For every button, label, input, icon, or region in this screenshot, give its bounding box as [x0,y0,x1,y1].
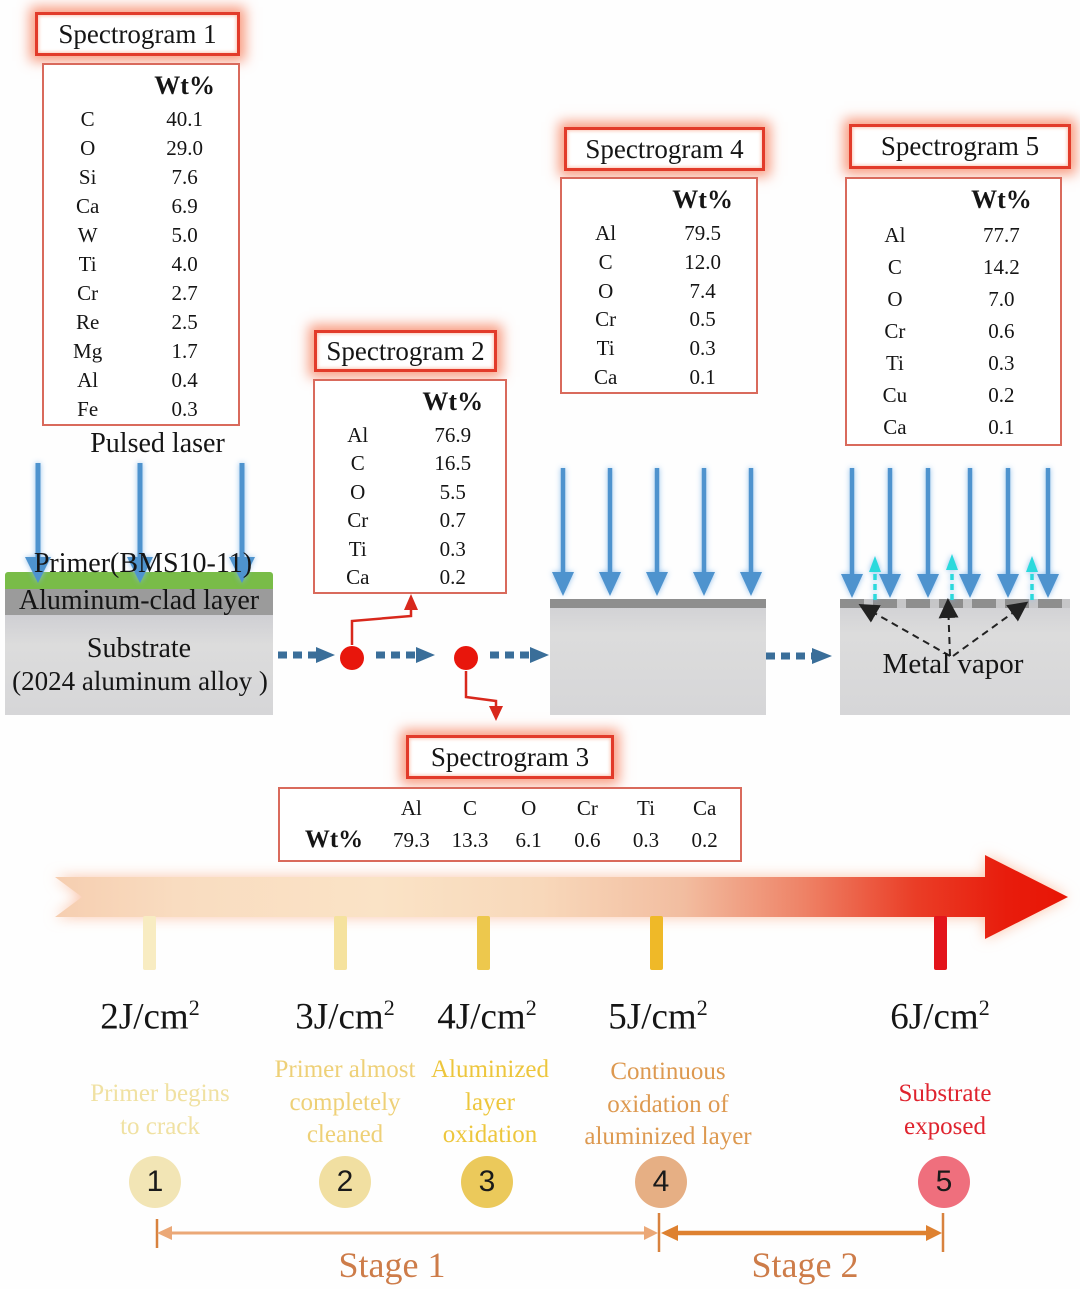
element-symbol: Re [75,310,100,334]
element-symbol: Fe [77,397,99,421]
element-wt: 12.0 [684,249,722,274]
spectrogram2-table [313,379,507,594]
table-row [44,163,238,192]
element-wt: 16.5 [434,451,472,476]
element-symbol: O [350,479,366,504]
element-symbol: Al [400,796,422,821]
wt-column-header: Wt% [154,71,215,100]
element-wt: 14.2 [983,254,1020,279]
element-symbol: Mg [73,339,103,363]
table-row [562,248,756,277]
element-symbol: Si [78,165,97,189]
table-row [562,334,756,363]
element-symbol: Ti [348,536,367,561]
element-wt: 0.2 [439,565,466,590]
metal-vapor-label: Metal vapor [882,648,1024,680]
table-row [315,421,505,450]
table-row [44,308,238,337]
spectrogram3-table [278,787,742,862]
element-wt: 77.7 [983,222,1020,247]
table-row [847,380,1060,412]
table-row [44,279,238,308]
element-wt: 0.3 [988,351,1015,376]
fluence-base: 2J/cm [100,996,189,1038]
table-row [44,337,238,366]
table-row [847,412,1060,444]
point-desc-3: Aluminized layer oxidation [430,1056,550,1148]
stage2-label: Stage 2 [751,1245,859,1285]
element-symbol: C [350,451,365,476]
element-wt: 0.7 [439,508,466,533]
element-wt: 0.3 [171,397,198,421]
element-wt: 79.5 [684,220,722,245]
table-row [44,105,238,134]
table-row [315,507,505,536]
table-row [44,366,238,395]
element-symbol: Cr [576,796,598,821]
table-row [847,348,1060,380]
element-symbol: Al [595,220,617,245]
table-row [847,315,1060,347]
fluence-exp: 2 [978,995,990,1020]
point-desc-5: Substrate exposed [898,1080,992,1140]
element-symbol: Ti [637,796,655,821]
element-symbol: Ti [885,351,904,376]
element-symbol: Ca [75,194,100,218]
fluence-label-4 [608,995,707,1038]
element-symbol: Ca [693,796,717,821]
element-wt: 5.5 [439,479,466,504]
element-wt: 40.1 [166,107,204,131]
laser-beams-right-icon [835,460,1080,608]
table-row [44,134,238,163]
spectrogram1-table [42,63,240,426]
element-wt: 7.0 [988,286,1015,311]
table-row [562,363,756,392]
element-wt: 4.0 [171,252,198,276]
element-wt: 0.6 [988,318,1015,343]
element-symbol: O [80,136,96,160]
element-symbol: C [887,254,902,279]
element-symbol: C [80,107,95,131]
stage-point-4: 4 [635,1156,687,1208]
table-row [847,219,1060,251]
spectrogram2-title: Spectrogram 2 [314,330,497,372]
element-symbol: C [598,249,613,274]
laser-beams-middle-icon [545,460,770,602]
element-symbol: Al [884,222,906,247]
element-wt: 29.0 [166,136,204,160]
primer-label: Primer(BMS10-11) [33,548,253,579]
table-row [44,192,238,221]
element-wt: 0.4 [171,368,198,392]
element-wt: 0.2 [988,383,1015,408]
sample-dot-2 [454,646,478,670]
wt-column-header: Wt% [971,185,1032,214]
fluence-base: 6J/cm [890,996,979,1038]
fluence-base: 5J/cm [608,996,697,1038]
element-wt: 2.5 [171,310,198,334]
element-symbol: C [462,796,477,821]
element-wt: 13.3 [451,827,489,852]
stage-point-2: 2 [319,1156,371,1208]
element-symbol: Cr [77,281,99,305]
element-symbol: Ca [883,415,907,440]
element-wt: 5.0 [171,223,198,247]
spectrogram1-title: Spectrogram 1 [35,12,240,56]
element-wt: 0.1 [988,415,1015,440]
stage-point-3: 3 [461,1156,513,1208]
stage-point-5: 5 [918,1156,970,1208]
element-symbol: Cr [884,318,906,343]
aluminum-clad-label: Aluminum-clad layer [18,585,260,616]
pulsed-laser-label: Pulsed laser [90,428,225,459]
table-row [315,450,505,479]
table-row [562,277,756,306]
spectrogram5-table [845,177,1062,446]
element-symbol: Ca [593,365,618,390]
element-wt: 6.1 [515,827,542,852]
element-symbol: Al [77,368,99,392]
sample-dot-1 [340,646,364,670]
element-symbol: O [887,286,903,311]
spectrogram4-title: Spectrogram 4 [564,127,765,171]
element-wt: 0.5 [689,307,716,332]
element-symbol: Al [347,422,369,447]
fluence-exp: 2 [188,995,200,1020]
spectrogram5-title: Spectrogram 5 [849,124,1071,169]
element-wt: 0.6 [574,827,601,852]
table-row [562,219,756,248]
fluence-tick-4 [650,916,663,970]
fluence-exp: 2 [383,995,395,1020]
element-wt: 2.7 [171,281,198,305]
element-symbol: Ti [596,336,615,361]
table-row [847,283,1060,315]
element-wt: 6.9 [171,194,198,218]
table-row [562,305,756,334]
fluence-exp: 2 [525,995,537,1020]
element-wt: 0.3 [439,536,466,561]
fluence-tick-5 [934,916,947,970]
element-wt: 7.6 [171,165,198,189]
table-row [315,535,505,564]
point-desc-4: Continuous oxidation of aluminized layer [584,1058,752,1150]
fluence-exp: 2 [696,995,708,1020]
wt-column-header: Wt% [422,387,484,416]
fluence-label-1 [100,995,199,1038]
substrate-label: Substrate [86,633,192,664]
table-row [44,250,238,279]
fluence-label-3 [437,995,536,1038]
table-row [44,395,238,424]
substrate-block-middle [550,599,766,715]
element-wt: 0.1 [689,365,716,390]
point-desc-2: Primer almost completely cleaned [274,1056,416,1148]
stage-span-arrows-icon [0,1206,1080,1258]
process-flow-arrows-icon [272,588,564,723]
fluence-base: 4J/cm [437,996,526,1038]
element-wt: 7.4 [689,278,716,303]
wt-row-label: Wt% [304,826,364,854]
fluence-tick-1 [143,916,156,970]
stage1-label: Stage 1 [338,1245,446,1285]
stage-point-1: 1 [129,1156,181,1208]
substrate-block [5,615,273,715]
fluence-tick-2 [334,916,347,970]
spectrogram3-title: Spectrogram 3 [406,735,614,779]
fluence-label-5 [890,995,989,1038]
element-symbol: Ca [346,565,370,590]
fluence-label-2 [295,995,394,1038]
spectrogram4-table [560,177,758,394]
element-wt: 76.9 [434,422,472,447]
element-wt: 79.3 [392,827,430,852]
element-symbol: Ti [78,252,97,276]
wt-column-header: Wt% [672,185,733,214]
element-symbol: Cr [595,307,617,332]
element-wt: 0.3 [632,827,660,852]
element-wt: 0.2 [691,827,718,852]
table-row [315,478,505,507]
table-row [847,251,1060,283]
substrate-alloy-label: (2024 aluminum alloy ) [12,666,268,696]
element-wt: 1.7 [171,339,198,363]
fluence-gradient-arrow [0,852,1080,962]
element-symbol: Cr [347,508,369,533]
table-row [44,221,238,250]
fluence-base: 3J/cm [295,996,384,1038]
fluence-tick-3 [477,916,490,970]
element-wt: 0.3 [689,336,716,361]
process-flow-arrow-icon [762,638,844,674]
element-symbol: O [598,278,614,303]
element-symbol: W [77,223,98,247]
point-desc-1: Primer begins to crack [90,1080,230,1140]
element-symbol: Cu [882,383,908,408]
element-symbol: O [521,796,537,821]
